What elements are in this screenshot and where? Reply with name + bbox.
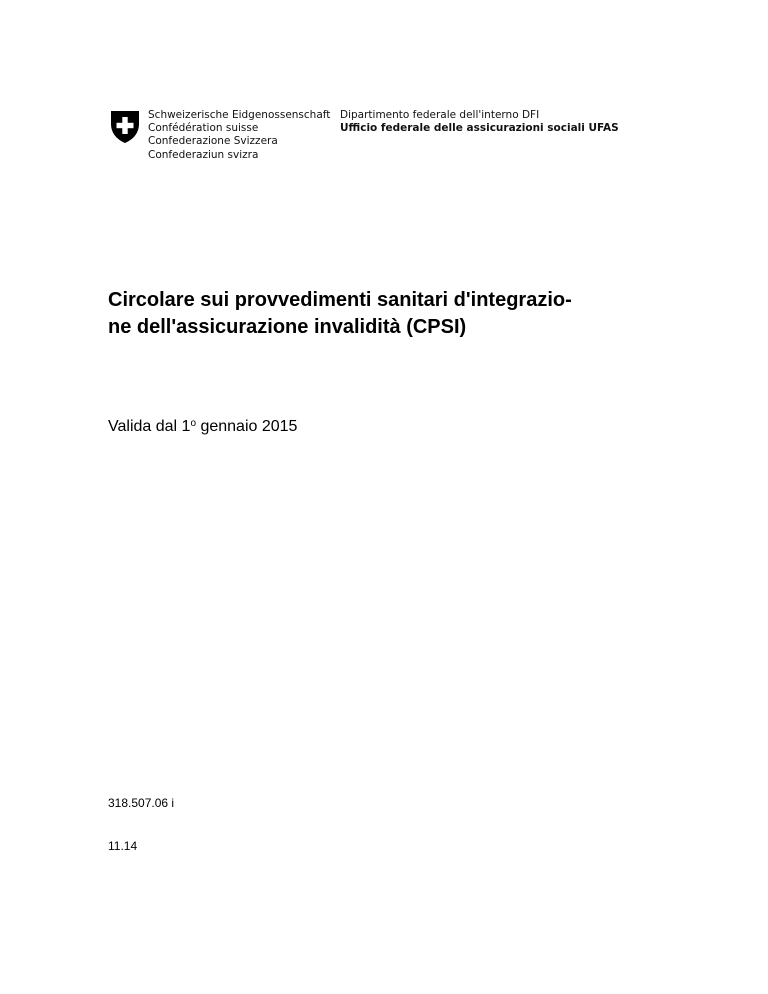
document-title-line-2: ne dell'assicurazione invalidità (CPSI) <box>108 316 467 338</box>
document-title-line-1: Circolare sui provvedimenti sanitari d'integrazio- <box>108 289 572 311</box>
validity-suffix: gennaio 2015 <box>196 418 298 435</box>
validity-date <box>108 417 297 437</box>
department-block <box>340 109 619 135</box>
document-number: 318.507.06 i <box>108 796 175 810</box>
validity-ordinal: o <box>190 418 196 429</box>
confederation-name-rm: Confederaziun svizra <box>148 148 259 161</box>
office-name: Ufficio federale delle assicurazioni sociali UFAS <box>340 122 619 135</box>
swiss-cross-shield-icon <box>110 110 140 144</box>
document-title <box>108 287 668 341</box>
edition-date: 11.14 <box>108 839 138 853</box>
confederation-name-fr: Confédération suisse <box>148 122 259 135</box>
confederation-name-it: Confederazione Svizzera <box>148 135 278 148</box>
department-name: Dipartimento federale dell'interno DFI <box>340 109 540 121</box>
confederation-name-de: Schweizerische Eidgenossenschaft <box>148 109 331 121</box>
confederation-names <box>148 109 330 162</box>
validity-prefix: Valida dal 1 <box>108 418 191 435</box>
